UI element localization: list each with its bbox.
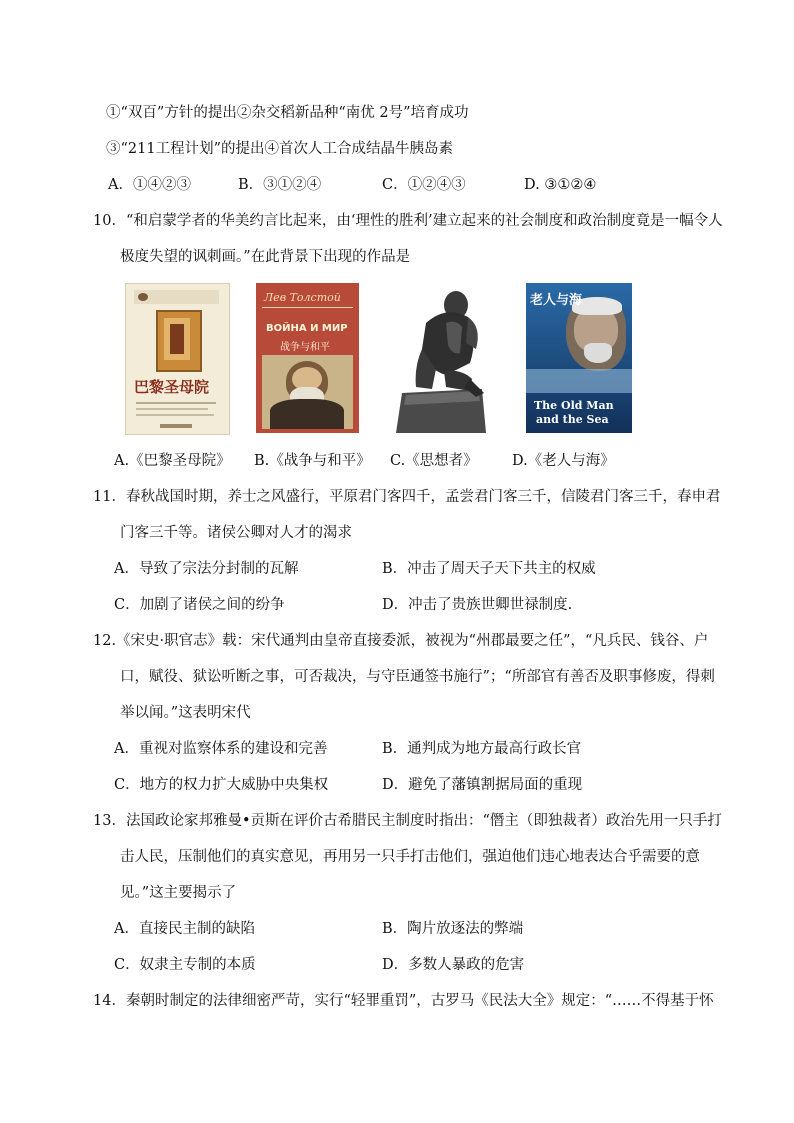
q13-option-c: C．奴隶主专制的本质	[114, 957, 256, 973]
q9-line-2: ③“211工程计划”的提出④首次人工合成结晶牛胰岛素	[106, 141, 453, 157]
q11-option-a: A．导致了宗法分封制的瓦解	[114, 561, 299, 577]
war-peace-signature: Лев Толстой	[264, 291, 341, 304]
old-man-english-title-2: and the Sea	[536, 413, 609, 426]
q13-line-2: 击人民，压制他们的真实意见，再用另一只手打击他们，强迫他们违心地表达合乎需要的意	[120, 849, 700, 865]
q10-line-1: 10．“和启蒙学者的华美约言比起来，由‘理性的胜利’建立起来的社会制度和政治制度竟是一幅令人	[93, 213, 723, 229]
q10-option-c: C.《思想者》	[390, 453, 478, 469]
q10-option-a: A.《巴黎圣母院》	[114, 453, 231, 469]
q9-option-d: D. ③①②④	[524, 177, 597, 193]
old-man-chinese-title: 老人与海	[530, 293, 583, 308]
q9-option-b: B．③①②④	[238, 177, 322, 193]
notre-dame-title: 巴黎圣母院	[134, 378, 210, 396]
q13-option-b: B．陶片放逐法的弊端	[382, 921, 524, 937]
q9-option-c: C．①②④③	[382, 177, 466, 193]
q9-line-1: ①“双百”方针的提出②杂交稻新品种“南优 2号”培育成功	[106, 105, 469, 121]
old-man-and-the-sea-cover-image	[526, 283, 632, 433]
q11-option-b: B．冲击了周天子天下共主的权威	[382, 561, 596, 577]
q11-option-c: C．加剧了诸侯之间的纷争	[114, 597, 285, 613]
q10-line-2: 极度失望的讽刺画。”在此背景下出现的作品是	[120, 249, 411, 265]
notre-dame-cover-image	[125, 283, 230, 435]
q14-line-1: 14．秦朝时制定的法律细密严苛，实行“轻罪重罚”，古罗马《民法大全》规定：“……不得基于怀	[93, 993, 714, 1009]
q12-option-c: C．地方的权力扩大威胁中央集权	[114, 777, 329, 793]
q13-option-a: A．直接民主制的缺陷	[114, 921, 255, 937]
q10-option-b: B.《战争与和平》	[254, 453, 371, 469]
old-man-english-title-1: The Old Man	[534, 399, 614, 412]
q9-option-a: A．①④②③	[108, 177, 191, 193]
thinker-svg	[386, 283, 498, 433]
q11-line-2: 门客三千等。诸侯公卿对人才的渴求	[120, 525, 352, 541]
war-and-peace-cover-image	[256, 283, 359, 433]
q12-line-1: 12.《宋史·职官志》载：宋代通判由皇帝直接委派，被视为“州郡最要之任”，“凡兵民、钱谷、户	[93, 633, 709, 649]
q12-option-a: A．重视对监察体系的建设和完善	[114, 741, 328, 757]
q12-option-d: D．避免了藩镇割据局面的重现	[382, 777, 583, 793]
q13-option-d: D．多数人暴政的危害	[382, 957, 525, 973]
q13-line-1: 13．法国政论家邦雅曼•贡斯在评价古希腊民主制度时指出：“僭主（即独裁者）政治先用一只手打	[93, 813, 722, 829]
the-thinker-sculpture-image	[386, 283, 498, 433]
q12-option-b: B．通判成为地方最高行政长官	[382, 741, 582, 757]
q12-line-3: 举以闻。”这表明宋代	[120, 705, 251, 721]
q10-option-d: D.《老人与海》	[512, 453, 615, 469]
q11-line-1: 11．春秋战国时期，养士之风盛行，平原君门客四千，孟尝君门客三千，信陵君门客三千，春申君	[93, 489, 721, 505]
q12-line-2: 口，赋役、狱讼听断之事，可否裁决，与守臣通签书施行”；“所部官有善否及职事修废，得刺	[120, 669, 715, 685]
q11-option-d: D．冲击了贵族世卿世禄制度.	[382, 597, 573, 613]
war-peace-chinese-title: 战争与和平	[280, 342, 330, 353]
war-peace-russian-title: ВОЙНА И МИР	[266, 323, 348, 334]
q13-line-3: 见。”这主要揭示了	[120, 885, 237, 901]
